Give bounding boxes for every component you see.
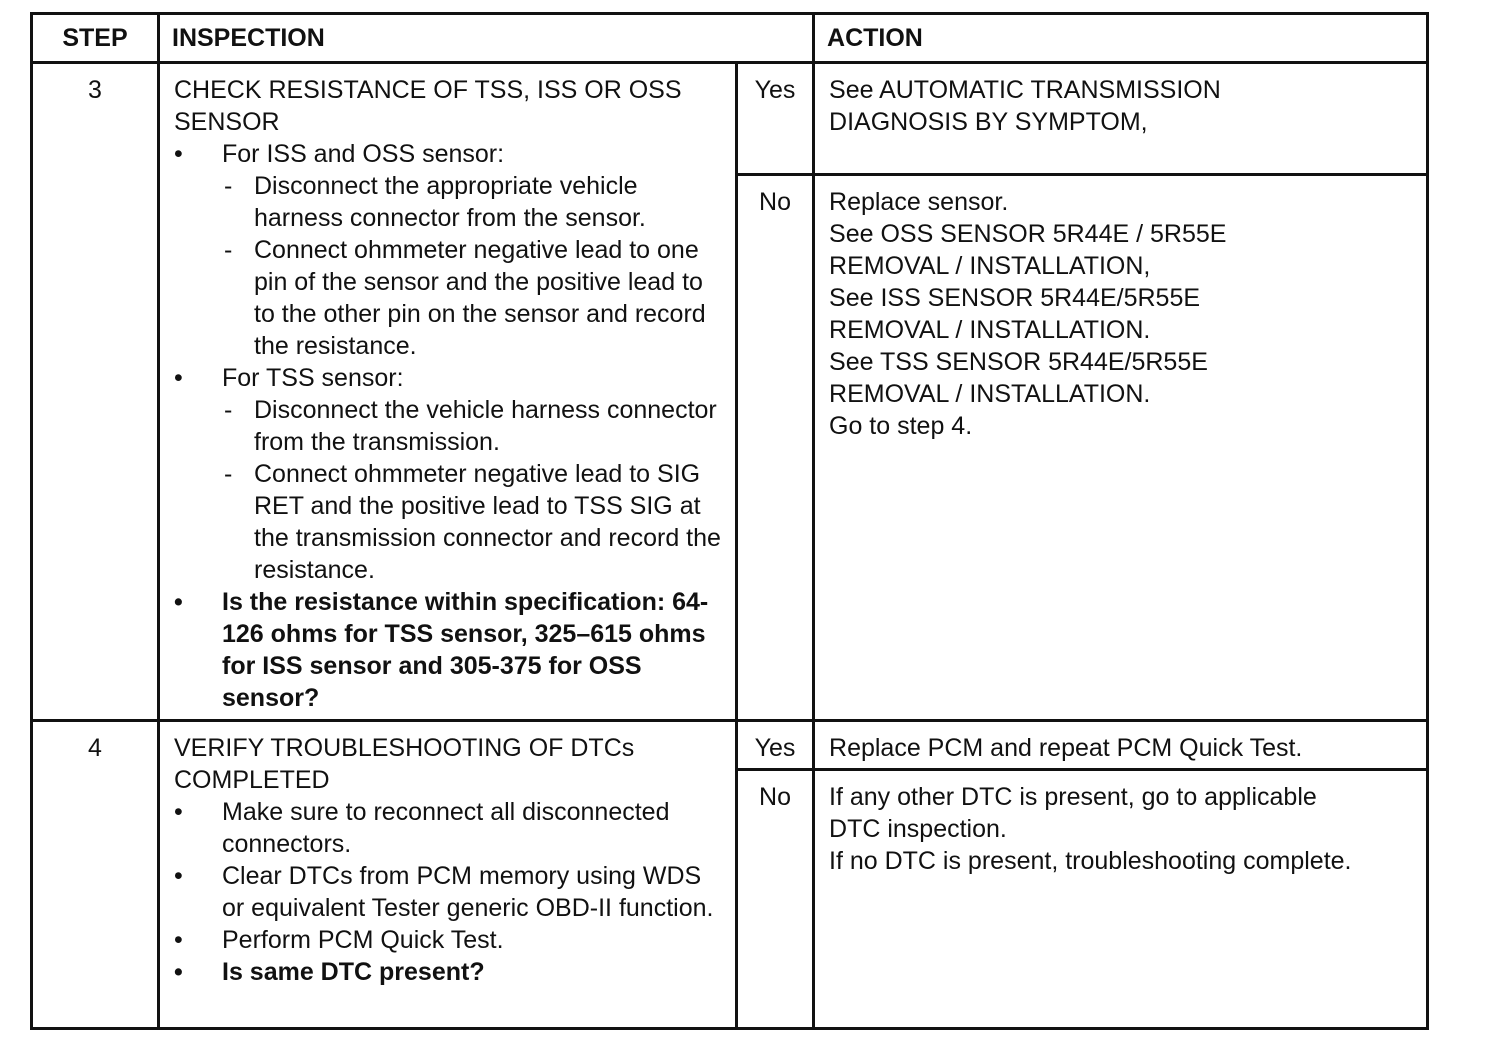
action-line: DTC inspection. [829,815,1007,843]
inspection-title: VERIFY TROUBLESHOOTING OF DTCs COMPLETED [174,734,635,794]
bullet-item: • Clear DTCs from PCM memory using WDS or equivalent Tester generic OBD-II function. [174,860,727,924]
bullet-item: • Make sure to reconnect all disconnected connectors. [174,796,727,860]
header-inspection: INSPECTION [159,14,814,63]
sub-item: - Disconnect the appropriate vehicle harness connector from the sensor. [222,170,727,234]
action-line: REMOVAL / INSTALLATION. [829,316,1151,344]
action-line: DIAGNOSIS BY SYMPTOM, [829,108,1148,136]
yes-label: Yes [737,721,814,770]
inspection-table [30,12,1429,1030]
no-action [814,175,1428,721]
yes-action [814,63,1428,175]
step-3-yes-row [32,63,1428,175]
action-line: Go to step 4. [829,412,973,440]
action-line: Replace PCM and repeat PCM Quick Test. [829,734,1303,762]
no-label: No [737,770,814,1029]
sub-list [222,170,727,362]
inspection-cell [159,721,737,1029]
sub-item: - Connect ohmmeter negative lead to one pin of the sensor and the positive lead to to the other pin on the sensor and record the resistance. [222,234,727,362]
action-line: REMOVAL / INSTALLATION, [829,252,1151,280]
step-4-yes-row [32,721,1428,770]
bullet-item: • Perform PCM Quick Test. [174,924,727,956]
sub-item: - Disconnect the vehicle harness connector from the transmission. [222,394,727,458]
action-line: See AUTOMATIC TRANSMISSION [829,76,1221,104]
sub-list [222,394,727,586]
bullet-item-question: • Is same DTC present? [174,956,727,988]
action-line: See OSS SENSOR 5R44E / 5R55E [829,220,1227,248]
header-action: ACTION [814,14,1428,63]
action-line: If any other DTC is present, go to applicable [829,783,1317,811]
bullet-item [174,138,727,362]
yes-label: Yes [737,63,814,175]
header-step: STEP [32,14,159,63]
header-row [32,14,1428,63]
inspection-bullets [174,138,727,714]
yes-action [814,721,1428,770]
no-action [814,770,1428,1029]
sub-item: - Connect ohmmeter negative lead to SIG RET and the positive lead to TSS SIG at the transmission connector and record the resistance. [222,458,727,586]
step-number: 4 [32,721,159,1029]
no-label: No [737,175,814,721]
inspection-bullets [174,796,727,988]
bullet-item-question: • Is the resistance within specification: 64-126 ohms for TSS sensor, 325–615 ohms for ISS sensor and 305-375 for OSS sensor? [174,586,727,714]
action-line: If no DTC is present, troubleshooting complete. [829,847,1352,875]
action-line: Replace sensor. [829,188,1009,216]
inspection-cell [159,63,737,721]
bullet-text: For TSS sensor: [222,364,404,392]
action-line: See ISS SENSOR 5R44E/5R55E [829,284,1201,312]
bullet-text: For ISS and OSS sensor: [222,140,505,168]
step-number: 3 [32,63,159,721]
action-line: REMOVAL / INSTALLATION. [829,380,1151,408]
action-line: See TSS SENSOR 5R44E/5R55E [829,348,1208,376]
bullet-item [174,362,727,586]
inspection-title: CHECK RESISTANCE OF TSS, ISS OR OSS SENSOR [174,76,682,136]
